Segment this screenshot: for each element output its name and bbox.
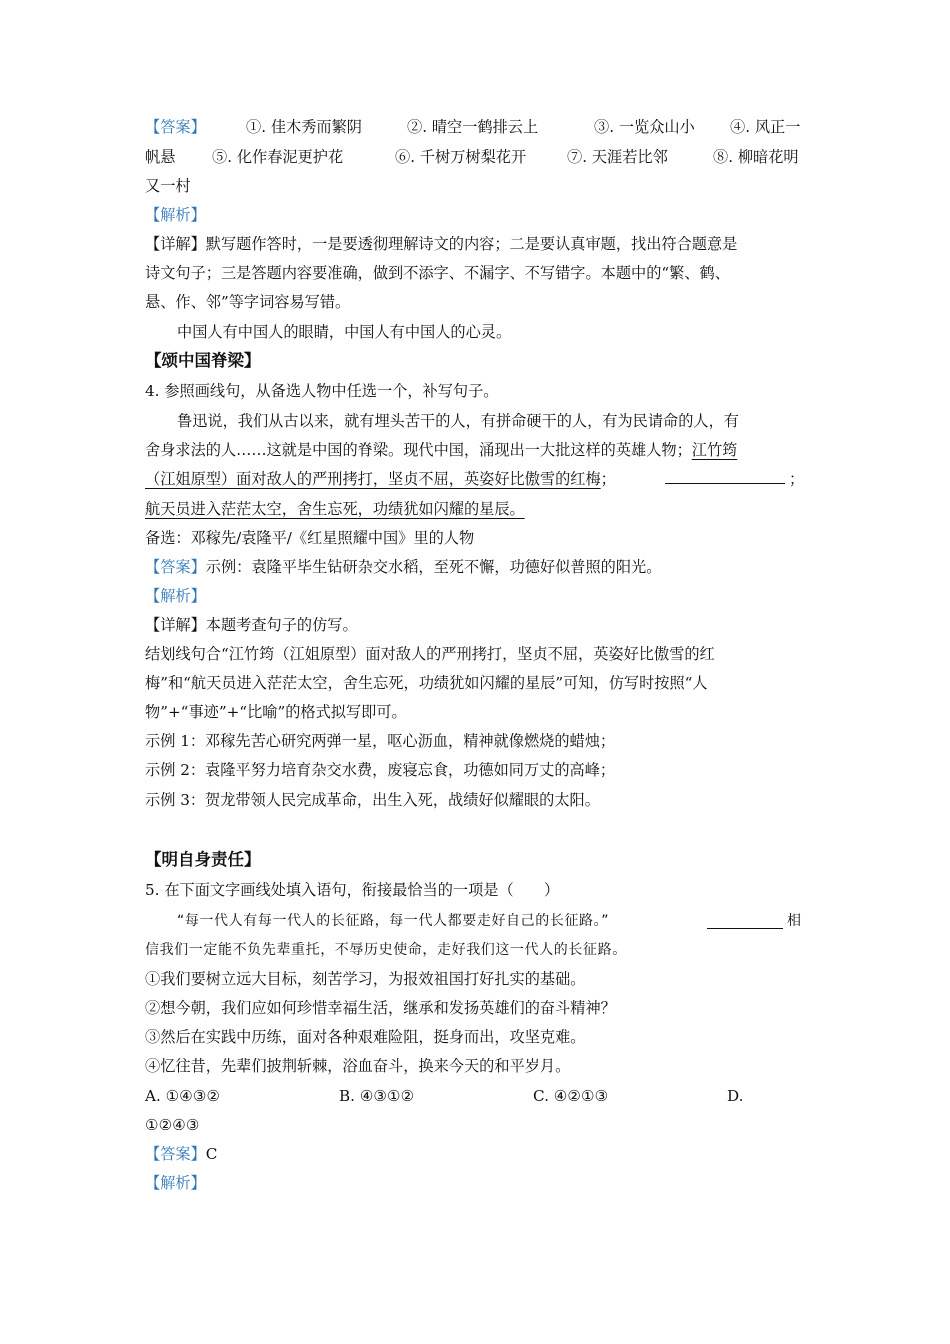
q4-underline-2: （江姐原型）面对敌人的严刑拷打，坚贞不屈，英姿好比傲雪的红梅 xyxy=(145,470,601,488)
q4-end-mark: ； xyxy=(789,470,805,488)
q5-quote-1-end: 相 xyxy=(787,913,802,929)
detail-label: 【详解】 xyxy=(145,616,206,634)
q5-answer xyxy=(145,1143,217,1165)
analysis-label: 【解析】 xyxy=(145,1174,206,1192)
q4-line-1: 结划线句合“江竹筠（江姐原型）面对敌人的严刑拷打，坚贞不屈，英姿好比傲雪的红 xyxy=(145,645,715,663)
q4-line-2: 梅”和“航天员进入茫茫太空，舍生忘死，功绩犹如闪耀的星辰”可知，仿写时按照“人 xyxy=(145,674,708,692)
q3-analysis xyxy=(145,204,206,226)
q3-answer-8a: ⑧. 柳暗花明 xyxy=(713,148,799,166)
q4-separator: ； xyxy=(600,470,616,488)
q5-item-4: ④忆往昔，先辈们披荆斩棘，浴血奋斗，换来今天的和平岁月。 xyxy=(145,1057,571,1075)
q3-detail-2: 诗文句子；三是答题内容要准确，做到不添字、不漏字、不写错字。本题中的“繁、鹤、 xyxy=(145,264,730,282)
q3-answer-7: ⑦. 天涯若比邻 xyxy=(567,148,668,166)
q5-quote-2: 信我们一定能不负先辈重托，不辱历史使命，走好我们这一代人的长征路。 xyxy=(145,942,627,958)
q5-item-1: ①我们要树立远大目标，刻苦学习，为报效祖国打好扎实的基础。 xyxy=(145,970,586,988)
q4-example-3: 示例 3：贺龙带领人民完成革命，出生入死，战绩好似耀眼的太阳。 xyxy=(145,791,600,809)
q4-stem: 4. 参照画线句，从备选人物中任选一个，补写句子。 xyxy=(145,382,499,400)
q3-answer-4b: 帆悬 xyxy=(145,148,176,166)
q4-analysis xyxy=(145,585,206,607)
q5-choice-a[interactable]: A. ①④③② xyxy=(145,1087,221,1105)
analysis-label: 【解析】 xyxy=(145,587,206,605)
q5-choice-c[interactable]: C. ④②①③ xyxy=(533,1087,609,1105)
q4-options: 备选：邓稼先/袁隆平/《红星照耀中国》里的人物 xyxy=(145,529,475,547)
q5-item-3: ③然后在实践中历练，面对各种艰难险阻，挺身而出，攻坚克难。 xyxy=(145,1028,586,1046)
q5-choice-b[interactable]: B. ④③①② xyxy=(339,1087,415,1105)
q4-passage-4 xyxy=(145,498,525,520)
q3-answer-5: ⑤. 化作春泥更护花 xyxy=(212,148,344,166)
section-heading-2: 【明自身责任】 xyxy=(145,850,261,869)
q4-passage-3 xyxy=(145,468,616,490)
q5-answer-text: C xyxy=(205,1145,218,1163)
q4-passage-2-text: 舍身求法的人……这就是中国的脊梁。现代中国，涌现出一大批这样的英雄人物； xyxy=(145,441,692,459)
q3-answer-4a: ④. 风正一 xyxy=(730,118,801,136)
q4-example-1: 示例 1：邓稼先苦心研究两弹一星，呕心沥血，精神就像燃烧的蜡烛； xyxy=(145,732,616,750)
q4-underline-1: 江竹筠 xyxy=(691,441,738,459)
section-heading-1: 【颂中国脊梁】 xyxy=(145,351,261,370)
analysis-label: 【解析】 xyxy=(145,206,206,224)
answer-label: 【答案】 xyxy=(145,118,206,136)
q4-answer-text: 示例：袁隆平毕生钻研杂交水稻，至死不懈，功德好似普照的阳光。 xyxy=(205,558,662,576)
q5-choice-d-cont: ①②④③ xyxy=(145,1116,200,1134)
q3-detail-3: 悬、作、邻”等字词容易写错。 xyxy=(145,293,351,311)
q3-answer-2: ②. 晴空一鹤排云上 xyxy=(407,118,539,136)
q4-underline-3: 航天员进入茫茫太空，舍生忘死，功绩犹如闪耀的星辰。 xyxy=(145,500,525,518)
q5-analysis xyxy=(145,1172,206,1194)
q5-fill-blank[interactable] xyxy=(707,928,783,929)
q3-answer-3: ③. 一览众山小 xyxy=(594,118,695,136)
q3-answer-8b: 又一村 xyxy=(145,177,191,195)
q4-passage-2 xyxy=(145,439,737,461)
q3-closing: 中国人有中国人的眼睛，中国人有中国人的心灵。 xyxy=(177,323,512,341)
q5-choice-d[interactable]: D. xyxy=(727,1087,744,1105)
q4-detail-text: 本题考查句子的仿写。 xyxy=(205,616,358,634)
q4-answer xyxy=(145,556,661,578)
q4-detail xyxy=(145,614,358,636)
answer-label: 【答案】 xyxy=(145,558,206,576)
q3-answer-6: ⑥. 千树万树梨花开 xyxy=(395,148,527,166)
q3-detail-1 xyxy=(145,233,737,255)
q5-quote-1: “每一代人有每一代人的长征路，每一代人都要走好自己的长征路。” xyxy=(177,913,610,929)
q3-answer-1: ①. 佳木秀而繁阴 xyxy=(246,118,362,136)
q4-fill-blank[interactable] xyxy=(665,483,785,484)
q4-example-2: 示例 2：袁隆平努力培育杂交水费，废寝忘食，功德如同万丈的高峰； xyxy=(145,761,616,779)
q5-stem: 5. 在下面文字画线处填入语句，衔接最恰当的一项是（ ） xyxy=(145,881,560,899)
answer-label: 【答案】 xyxy=(145,1145,206,1163)
q5-item-2: ②想今朝，我们应如何珍惜幸福生活，继承和发扬英雄们的奋斗精神？ xyxy=(145,999,616,1017)
q3-answer-line-1 xyxy=(145,116,206,138)
q4-line-3: 物”+“事迹”+“比喻”的格式拟写即可。 xyxy=(145,703,407,721)
q3-detail-text-1: 默写题作答时，一是要透彻理解诗文的内容；二是要认真审题，找出符合题意是 xyxy=(205,235,738,253)
q4-passage-1: 鲁迅说，我们从古以来，就有埋头苦干的人，有拼命硬干的人，有为民请命的人，有 xyxy=(177,412,739,430)
detail-label: 【详解】 xyxy=(145,235,206,253)
